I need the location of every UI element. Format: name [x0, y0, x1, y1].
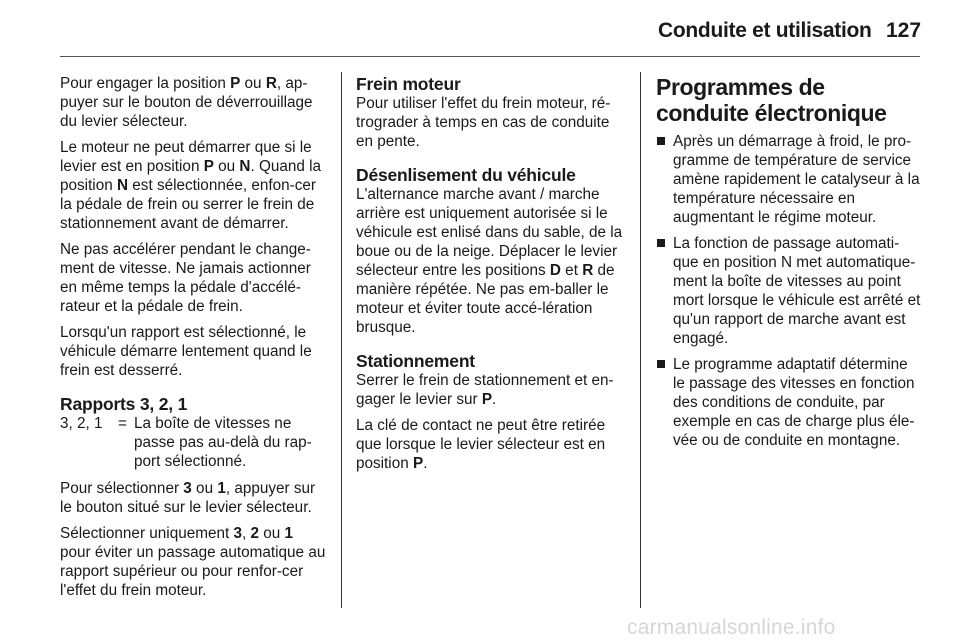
paragraph-key-removal: La clé de contact ne peut être retirée que lorsque le levier sélecteur est en position P. [356, 417, 606, 472]
definition-term: 3, 2, 1 [60, 415, 103, 432]
heading-programmes: Programmes de conduite électronique [656, 74, 887, 126]
column-1 [60, 74, 326, 607]
paragraph-no-accelerate: Ne pas accélérer pendant le change-ment de vitesse. Ne jamais actionner en même temps la pédale d'accélé-rateur et la pédale de frein. [60, 241, 311, 315]
heading-stationnement: Stationnement [356, 351, 475, 371]
list-item: Le programme adaptatif détermine le passage des vitesses en fonction des conditions de conduite, par exemple en cas de charge plus éle-vée ou de conduite en montagne. [656, 355, 922, 450]
watermark: carmanualsonline.info [627, 616, 836, 639]
header-rule [60, 56, 920, 57]
page-header [0, 0, 960, 52]
heading-desenlisement: Désenlisement du véhicule [356, 165, 576, 185]
paragraph-select-only: Sélectionner uniquement 3, 2 ou 1 pour éviter un passage automatique au rapport supérieur ou pour renfor-cer l'effet du frein moteur. [60, 525, 326, 599]
bullet-square-icon [657, 360, 665, 368]
definition-equals: = [118, 415, 127, 432]
column-3 [656, 74, 922, 457]
column-2 [356, 74, 628, 480]
column-divider-right [640, 72, 641, 608]
page-number: 127 [886, 19, 922, 42]
list-item: La fonction de passage automati-que en position N met automatique-ment la boîte de vitesses au point mort lorsque le véhicule est arrêté et qu'un rapport de marche avant est engagé. [656, 234, 922, 348]
bullet-square-icon [657, 137, 665, 145]
paragraph-gear-selected: Lorsqu'un rapport est sélectionné, le véhicule démarre lentement quand le frein est desserré. [60, 324, 312, 379]
paragraph-start-engine: Le moteur ne peut démarrer que si le levier est en position P ou N. Quand la position N est sélectionnée, enfon-cer la pédale de frein ou serrer le frein de stationnement avant de démarrer. [60, 139, 322, 232]
paragraph-engage-p: Pour engager la position P ou R, ap-puyer sur le bouton de déverrouillage du levier sélecteur. [60, 75, 313, 130]
bullet-square-icon [657, 239, 665, 247]
list-item: Après un démarrage à froid, le pro-gramme de température de service amène rapidement le catalyseur à la température nécessaire en augmentant le régime moteur. [656, 132, 922, 227]
paragraph-rocking: L'alternance marche avant / marche arrière est uniquement autorisée si le véhicule est enlisé dans du sable, de la boue ou de la neige. Déplacer le levier sélecteur entre les positions D et R de manière répétée. Ne pas em-baller le moteur et éviter toute accé-lération brusque. [356, 186, 623, 336]
definition-description: La boîte de vitesses ne passe pas au-delà du rap-port sélectionné. [134, 415, 312, 470]
heading-rapports: Rapports 3, 2, 1 [60, 394, 188, 414]
header-title: Conduite et utilisation [658, 19, 872, 42]
paragraph-park: Serrer le frein de stationnement et en-gager le levier sur P. [356, 372, 614, 408]
heading-frein-moteur: Frein moteur [356, 74, 461, 94]
definition-rapports [60, 414, 326, 471]
paragraph-select-3-1: Pour sélectionner 3 ou 1, appuyer sur le bouton situé sur le levier sélecteur. [60, 480, 316, 516]
column-divider-left [341, 72, 342, 608]
bullet-list [656, 132, 922, 450]
paragraph-engine-brake: Pour utiliser l'effet du frein moteur, ré-trograder à temps en cas de conduite en pente. [356, 95, 611, 150]
